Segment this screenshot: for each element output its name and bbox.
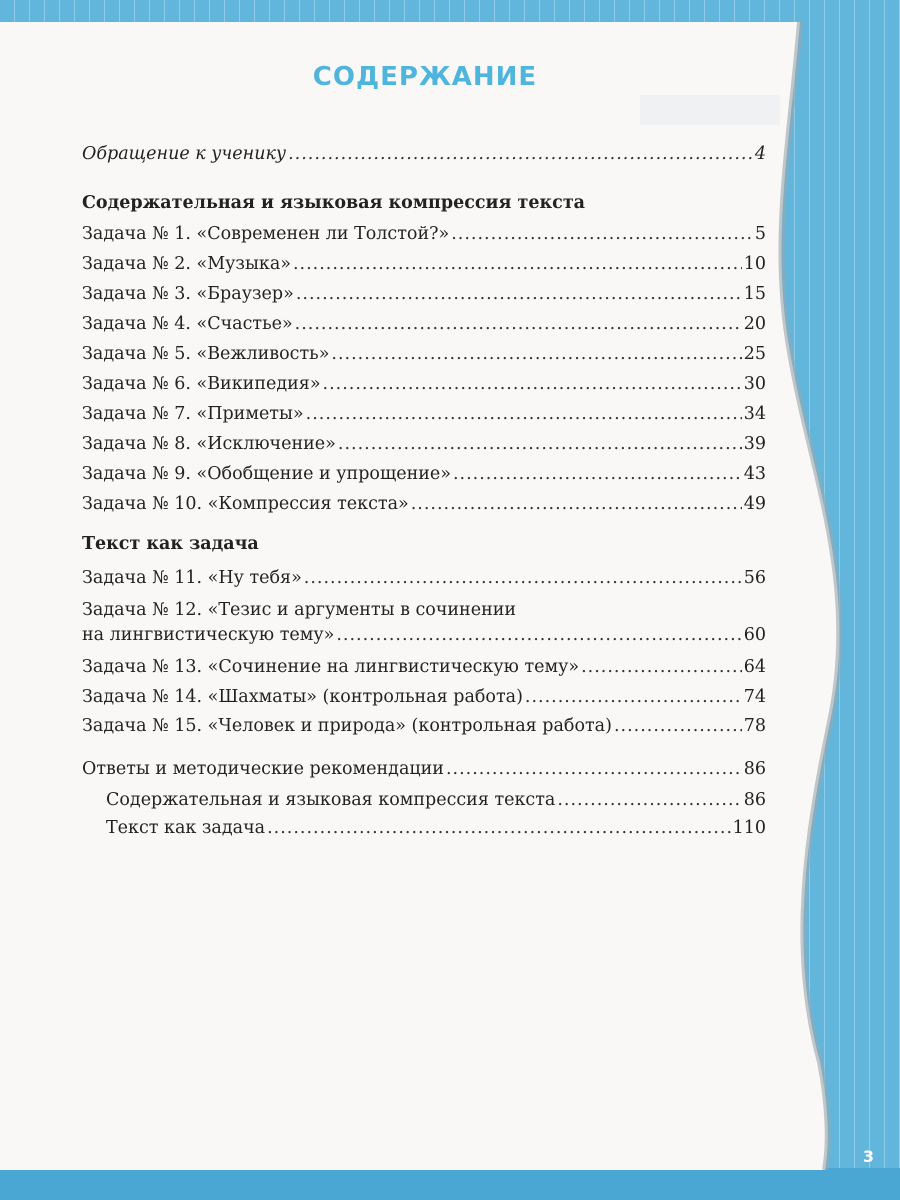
toc-entry[interactable] [82,716,766,736]
bottom-band [0,1168,900,1200]
toc-entry[interactable] [82,254,766,274]
dot-leader [323,374,742,394]
toc-entry-page: 4 [754,144,766,164]
toc-entry-page: 64 [743,657,766,677]
toc-entry-page: 25 [743,344,766,364]
dot-leader [525,687,742,707]
dot-leader [306,404,742,424]
toc-entry-title: на лингвистическую тему» [82,625,335,645]
toc-entry-title: Обращение к ученику [82,144,287,164]
toc-entry[interactable] [82,464,766,484]
toc-entry-page: 74 [743,687,766,707]
dot-leader [451,224,753,244]
toc-entry[interactable] [82,600,766,620]
dot-leader [331,344,741,364]
toc-entry[interactable] [82,344,766,364]
dot-leader [293,254,742,274]
toc-entry-page: 20 [743,314,766,334]
toc-entry-page: 78 [743,716,766,736]
toc-entry-title: Текст как задача [82,534,259,554]
toc-entry-title: Задача № 15. «Человек и природа» (контрольная работа) [82,716,612,736]
toc-entry[interactable] [106,790,766,810]
dot-leader [267,818,731,838]
page-number: 3 [862,1147,874,1166]
toc-entry-page: 110 [732,818,766,838]
dot-leader [453,464,742,484]
toc-entry[interactable] [82,687,766,707]
dot-leader [557,790,741,810]
toc-entry-title: Ответы и методические рекомендации [82,759,444,779]
toc-entry-page: 34 [743,404,766,424]
dot-leader [411,494,742,514]
section-heading [82,193,766,213]
toc-entry[interactable] [82,224,766,244]
toc-entry[interactable] [82,494,766,514]
toc-entry[interactable] [82,404,766,424]
toc-entry-title: Содержательная и языковая компрессия текста [106,790,556,810]
toc-entry-title: Задача № 14. «Шахматы» (контрольная работа) [82,687,523,707]
dot-leader [614,716,742,736]
toc-entry-title: Задача № 2. «Музыка» [82,254,291,274]
toc-entry-page: 56 [743,568,766,588]
toc-entry[interactable] [82,314,766,334]
toc-entry-page: 60 [743,625,766,645]
toc-entry[interactable] [82,374,766,394]
toc-entry[interactable] [82,759,766,779]
toc-entry-page: 10 [743,254,766,274]
toc-entry-page: 30 [743,374,766,394]
toc-entry-page: 43 [743,464,766,484]
section-heading [82,534,766,554]
toc-entry[interactable] [82,568,766,588]
toc-entry[interactable] [82,657,766,677]
toc-entry-page: 39 [743,434,766,454]
toc-entry-title: Задача № 6. «Википедия» [82,374,321,394]
toc-entry-title: Задача № 8. «Исключение» [82,434,336,454]
show-through-text [640,95,780,125]
dot-leader [446,759,742,779]
dot-leader [296,284,742,304]
toc-entry-title: Задача № 12. «Тезис и аргументы в сочинении [82,600,517,620]
toc-entry[interactable] [82,284,766,304]
toc-entry-title: Задача № 3. «Браузер» [82,284,294,304]
toc-entry-title: Задача № 4. «Счастье» [82,314,293,334]
toc-entry-page: 86 [743,759,766,779]
toc-entry-page: 5 [754,224,766,244]
dot-leader [338,434,742,454]
toc-entry[interactable] [82,144,766,164]
toc-entry[interactable] [82,434,766,454]
page-title: СОДЕРЖАНИЕ [312,62,538,92]
toc-entry[interactable] [106,818,766,838]
toc-entry-page: 15 [743,284,766,304]
toc-entry-title: Содержательная и языковая компрессия текста [82,193,586,213]
dot-leader [295,314,742,334]
toc-entry-title: Задача № 7. «Приметы» [82,404,304,424]
toc-entry-title: Текст как задача [106,818,266,838]
toc-entry[interactable] [82,625,766,645]
toc-entry-title: Задача № 11. «Ну тебя» [82,568,302,588]
toc-entry-page: 86 [743,790,766,810]
toc-entry-title: Задача № 1. «Современен ли Толстой?» [82,224,450,244]
toc-entry-title: Задача № 9. «Обобщение и упрощение» [82,464,451,484]
toc-entry-title: Задача № 10. «Компрессия текста» [82,494,409,514]
dot-leader [336,625,741,645]
dot-leader [581,657,742,677]
toc-entry-title: Задача № 5. «Вежливость» [82,344,330,364]
dot-leader [288,144,753,164]
toc-entry-page: 49 [743,494,766,514]
dot-leader [304,568,742,588]
toc-entry-title: Задача № 13. «Сочинение на лингвистическую тему» [82,657,580,677]
